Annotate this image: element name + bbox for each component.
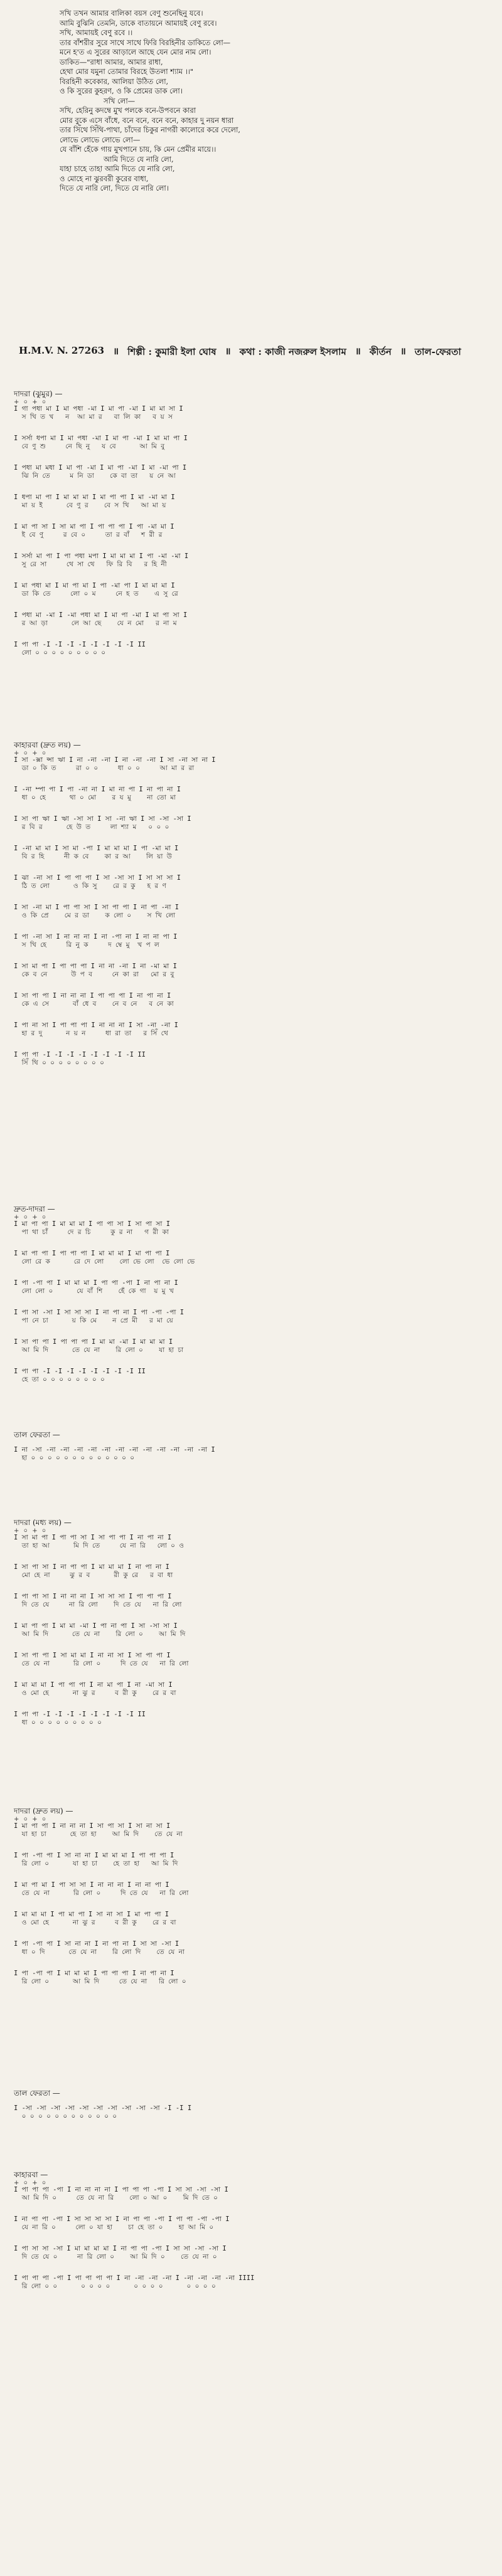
lyric-syllables: তা হা আ মি দি তে যে না রি লো ০ ও [14,1542,184,1549]
swara-line: I মা পধা মা I মা পা মা I পা -মা পা I মা মা মা I [14,582,175,589]
swara-line: I মা মা মা I পা পা পা I না মা পা I না -মা সা I [14,1681,173,1689]
lyric-syllables: ধা ০ দি তে যে না রি লো দি তে যে না [14,1948,184,1956]
swara-line: I মা পা পা I মা মা -মা I পা না পা I সা -সা সা I [14,1622,178,1630]
lyric-syllables: ও মো হে না ঝু র ব রী কু রে র বা [14,1689,176,1697]
notation-row [14,904,497,921]
notation-section [14,2170,497,2304]
lyric-syllables: ০ ০ ০ ০ ০ ০ ০ ০ ০ ০ ০ ০ [14,2113,117,2120]
lyric-line: লোভে লোভে লোভে লো— [60,135,141,144]
song-lyrics [60,9,461,194]
section-title: দ্রুত-দাদরা — [14,1205,55,1213]
lyric-syllables: যা হা চা হে তা হা আ মি দি তে যে না [14,1830,183,1838]
beat-marks: + ০ + ০ [14,1528,48,1534]
swara-line: I মা পা পা I পা পা পা I মা মা মা I মা পা পা I [14,1250,170,1257]
lyric-syllables: কে এ সে বাঁ ধে ব নে ব নে ব নে কা [14,1000,174,1008]
lyric-line: যে বাঁশি হেঁকে গায় মুখপানে চায়, কি মেন প্রেমীর মায়ে।। [60,145,216,154]
notation-row [14,1970,497,1987]
lyric-syllables: কে ব নে উ প ব নে কা রা মো র বু [14,971,174,978]
notation-row [14,1563,497,1580]
lyric-line: সখি, আমায়ই বেণু রবে ।। [60,28,133,37]
swara-line: I -না মা মা I সা মা -পা I মা মা মা I পা -মা মা I [14,845,179,852]
lyric-line: বিরহিনী কবেকার, আলিয়া উঠিত লো, [60,77,169,86]
lyric-syllables: পা নে চা য় কি মে ন প্রে মী র মা য়ে [14,1317,173,1324]
lyric-syllables: ই বে ণু র বে ০ তা র বাঁ শ রী র [14,531,163,539]
notation-row [14,552,497,569]
lyric-line: ও কি সুরের কুহরণ, ও কি প্রেমের ডাক লো। [60,87,183,95]
swara-line: I পা পা পা -পা I পা পা পা পা I না -না -না -না I -না -না -না -না IIII [14,2274,255,2282]
beat-marks: + ০ + ০ [14,399,48,406]
notation-section [14,2088,497,2134]
lyric-line: তার বাঁশরীর সুরে সাথে সাথে ফিরি বিরহিনীর ডাকিতে লো— [60,38,231,47]
swara-line: I সর্সা ধপা মা I মা পধা -মা I মা পা -মা I মা মা পা I [14,435,188,442]
lyric-syllables: রি লো ০ ০ ০ ০ ০ ০ ০ ০ ০ ০ ০ ০ ০ ০ [14,2283,216,2290]
notation-row [14,1214,497,1237]
swara-line: I না -সা -না -না -না -না -না -না -না -না -না -না -না -না I [14,1446,215,1454]
catalog-number: H.M.V. N. 27263 [19,345,105,356]
notation-row [14,1940,497,1957]
notation-row-final [14,641,497,658]
swara-line: I সর্সা মা পা I পা পধা মপা I মা মা মা I পা -মা -মা I [14,552,189,560]
lyric-syllables: সু রে সা থে সা থে ফি রি বি র হি নী [14,561,167,568]
notation-row [14,1309,497,1326]
notation-row [14,750,497,773]
swara-line: I সা পা ঋা I ঋা -সা সা I সা -না ঋা I সা -সা -সা I [14,815,191,823]
section-title: কাহারবা (দ্রুত লয়) — [14,741,81,749]
lyric-syllables: লো লো ০ যে বাঁ শি হেঁ কে গা য় মু খ [14,1287,174,1295]
lyric-syllables: বে ণু শু নে ছি নু য বে আ মি বু [14,443,165,450]
swara-line: I পা সা -সা I সা সা সা I না পা না I পা -পা -পা I [14,1309,184,1316]
swara-line: I পা পা সা I না না না I সা সা সা I পা পা পা I [14,1593,172,1600]
section-title: দাদরা (দ্রুত লয়) — [14,1807,73,1815]
swara-line: I মা পা সা I সা মা পা I পা পা পা I পা -মা মা I [14,523,174,531]
beat-marks: + ০ + ০ [14,2180,48,2187]
notation-row [14,2104,497,2121]
section-title: দাদরা (ঝুমুর) — [14,389,63,398]
swara-line: I পা পা -I -I -I -I -I -I -I -I II [14,1368,146,1375]
lyric-syllables: পা থা চাঁ দে র চি কু র না গ রী কা [14,1228,169,1236]
swara-line: I সা পা পা I সা মা মা I না না সা I সা পা পা I [14,1652,171,1659]
beat-marks: + ০ + ০ [14,1816,48,1823]
notation-row [14,786,497,803]
lyric-syllables: যে না রি ০ লো ০ যা হা চা হে তা ০ হা আ মি ০ [14,2224,214,2231]
record-header: H.M.V. N. 27263 ॥ শিল্পী : কুমারী ইলা ঘোষ ॥ কথা : কাজী নজরুল ইসলাম ॥ কীর্তন ॥ তাল-ফেরতা [19,345,496,361]
section-title: কাহারবা — [14,2170,48,2179]
beat-marks: + ০ + ০ [14,1214,48,1221]
notation-row [14,1528,497,1551]
lyric-line: ও মোহে না ঝুরবরী কুরের বাধা, [60,174,149,183]
notation-row [14,1911,497,1928]
notation-row [14,1816,497,1839]
swara-line: I গা পধা মা I মা পধা -মা I মা পা -মা I মা মা সা I [14,405,183,413]
lyric-syllables: স খি ত খ ন আ মা র বা লি কা ব য় স [14,413,173,421]
notation-row [14,1881,497,1898]
notation-row [14,2215,497,2232]
genre-label: কীর্তন [369,346,392,357]
notation-row-final [14,1711,497,1728]
notation-row [14,1250,497,1267]
section-title: তাল ফেরতা — [14,2089,60,2098]
swara-line: I পা পা -I -I -I -I -I -I -I -I II [14,1051,146,1058]
lyric-line: আমি বুঝিনি তেমনি, ডাকে বাতায়নে আমায়ই বেণু রবে। [60,18,217,28]
swara-line: I পা পা -I -I -I -I -I -I -I -I II [14,641,146,648]
swara-line: I পা -পা পা I সা না না I মা মা মা I পা পা পা I [14,1852,174,1859]
swara-line: I পা -না সা I না না না I না -পা না I না না পা I [14,933,178,941]
tala-label: তাল-ফেরতা [414,346,461,357]
section-title: তাল ফেরতা — [14,1430,60,1439]
notation-section [14,1204,497,1397]
notation-row [14,1593,497,1610]
swara-line: I পা পা পা -পা I না না না না I পা পা পা -পা I সা সা -সা -সা I [14,2186,228,2193]
notation-row [14,1279,497,1296]
notation-row [14,494,497,510]
lyric-line: দিতে যে নারি লো, দিতে যে নারি লো। [60,184,169,193]
lyric-syllables: দি তে যে না রি লো দি তে যে না রি লো [14,1601,182,1608]
notation-row [14,963,497,979]
notation-row [14,523,497,540]
swara-line: I পা সা সা -সা I মা মা মা মা I না পা পা -পা I সা সা -সা -সা I [14,2245,227,2252]
notation-row [14,845,497,862]
section-title: দাদরা (মধ্য লয়) — [14,1518,72,1527]
swara-line: I -না ম্পা পা I পা -না না I মা না পা I না পা না I [14,786,181,793]
lyric-line: সখি তখন আমার বালিকা বয়স বেণু শুনেছিনু যবে। [60,9,203,18]
notation-row [14,1652,497,1669]
notation-row [14,815,497,832]
lyric-syllables: হা ০ ০ ০ ০ ০ ০ ০ ০ ০ ০ ০ ০ ০ [14,1454,135,1462]
lyric-syllables: ডা কি তে লো ০ ম নে হ ত এ সু রে [14,590,178,598]
swara-line: I মা পা পা I মা মা মা I পা পা সা I সা পা সা I [14,1220,171,1228]
lyric-syllables: লো ০ ০ ০ ০ ০ ০ ০ ০ ০ [14,649,106,657]
notation-row [14,1852,497,1869]
lyric-syllables: আ মি দি ০ তে যে না রি লো ০ আ ০ মি দি তে ০ [14,2194,218,2202]
notation-row [14,399,497,422]
notation-row [14,464,497,481]
lyric-line: ডাকিত—"রাধা আমার, আমার রাধা, [60,57,163,66]
lyric-syllables: আ মি দি তে যে না রি লো ০ আ মি দি [14,1630,186,1638]
notation-row [14,992,497,1009]
notation-section [14,1430,497,1475]
swara-line: I মা পা পা I না না না I সা পা সা I সা না সা I [14,1822,171,1830]
lyric-syllables: ও কি প্রে মে র ডা ক লো ০ স খি লো [14,912,176,919]
swara-line: I ঝা -না সা I পা পা পা I সা -সা সা I সা সা সা I [14,874,181,882]
swara-line: I মা মা মা I পা মা পা I সা না সা I মা পা পা I [14,1911,169,1918]
notation-row [14,1021,497,1038]
swara-line: I পা না সা I পা পা পা I না না না I সা -না -না I [14,1021,178,1029]
notation-row [14,611,497,628]
swara-line: I সা -ক্সা ন্সা ঋা I না -না -না I না -না -না I সা -না সা না I [14,756,216,764]
notation-row [14,1622,497,1639]
swara-line: I সা পা পা I না না না I পা পা পা I না পা না I [14,992,171,1000]
lyric-syllables: হা র দু ন য় ন ধা রা তা র সিঁ থে [14,1030,168,1037]
lyric-syllables: স খি হে রি নু ক দ ম্বে মু খ প ল [14,941,159,949]
lyric-line: সখি লো— [104,96,136,105]
notation-row [14,435,497,451]
lyricist-credit: কথা : কাজী নজরুল ইসলাম [239,346,346,357]
lyric-syllables: ধা ০ হে থা ০ মো র য মু না তো মা [14,794,176,801]
artist-credit: শিল্পী : কুমারী ইলা ঘোষ [127,346,216,357]
lyric-syllables: ও মো হে না ঝু র ব রী কু রে র বা [14,1919,176,1926]
lyric-syllables: র আ ড়া লে আ ছে যে ন মো র না ম [14,620,177,627]
notation-row [14,582,497,599]
lyric-syllables: মা য় ই বে ণু র বে স খি আ মা য় [14,502,166,509]
notation-row [14,1446,497,1463]
swara-line: I পা -পা পা I মা মা মা I পা পা পা I না পা না I [14,1970,174,1977]
notation-row-final [14,1051,497,1068]
notation-section [14,1518,497,1740]
swara-line: I পা -পা পা I মা মা মা I পা পা -পা I না পা না I [14,1279,178,1287]
swara-line: I সা মা পা I পা পা পা I না না -না I না -মা মা I [14,963,177,970]
swara-line: I পধা মা -মা I -মা পধা মা I মা পা -মা I মা পা সা I [14,611,188,619]
notation-row [14,2245,497,2262]
lyric-syllables: আ মি দি তে যে না রি লো ০ যা হা চা [14,1346,184,1354]
swara-line: I মা পা মা I পা সা সা I না না না I না না পা I [14,1881,169,1889]
notation-row [14,1338,497,1355]
notation-row [14,2180,497,2203]
notation-row [14,2274,497,2291]
beat-marks: + ০ + ০ [14,750,48,757]
lyric-syllables: তে যে না রি লো ০ দি তে যে না রি লো [14,1889,189,1897]
lyric-line: তার সিঁথে সিঁথি-পাথা, চাঁদের চিকুর নাগরী কালোরে করে দেলো, [60,125,241,134]
lyric-line: সখি, হেরিনু কদম্বে মুখ পলকে বনে-উপবনে কারা [60,106,196,115]
lyric-syllables: হে তা ০ ০ ০ ০ ০ ০ ০ ০ [14,1376,105,1383]
lyric-syllables: লো রে ক রে দে লো লো ভে লো ভে লো ভে [14,1258,195,1265]
swara-line: I -সা -সা -সা -সা -সা -সা -সা -সা -সা -সা -I -I I [14,2104,192,2112]
notation-row [14,1681,497,1698]
lyric-line: হেথা মোর যমুনা তোমার বিরহে উতলা শ্যাম ।।" [60,67,194,76]
lyric-syllables: তে যে না রি লো ০ দি তে যে না রি লো [14,1660,189,1667]
swara-line: I পা পা -I -I -I -I -I -I -I -I II [14,1711,146,1718]
swara-line: I পা -পা পা I সা না না I না পা না I সা সা -সা I [14,1940,179,1948]
notation-row-final [14,1368,497,1385]
lyric-syllables: ঠি ত লো ও কি সু রে র কু হ র ণ [14,882,166,890]
lyric-syllables: বি র হি নী ক বে কা র আ লি য়া উ [14,853,172,860]
lyric-syllables: মো হে না ঝু র ব রী কু রে র বা ধা [14,1571,173,1579]
notation-section [14,740,497,1080]
notation-section [14,1806,497,1999]
lyric-syllables: রি লো ০ যা হা চা হে তা হা আ মি দি [14,1860,178,1867]
lyric-syllables: সিঁ থি ০ ০ ০ ০ ০ ০ ০ ০ [14,1059,104,1067]
lyric-syllables: দি তে যে ০ না রি লো ০ আ মি দি ০ তে যে না ০ [14,2253,217,2261]
lyric-syllables: ঝি নি তে ম নি ডা কে বা তা য় নে আ [14,472,176,480]
notation-row [14,874,497,891]
lyric-syllables: ধা ০ ০ ০ ০ ০ ০ ০ ০ ০ [14,1719,102,1726]
swara-line: I সা -না মা I পা পা সা I সা পা পা I না পা -না I [14,904,179,911]
lyric-line: মোর বুকে এসে বাঁধে, বনে বনে, বনে বনে, কাহার দু নয়ন ধারা [60,115,234,125]
swara-line: I সা পা পা I পা পা পা I মা মা -মা I মা মা মা I [14,1338,173,1346]
lyric-syllables: রি লো ০ আ মি দি তে যে না রি লো ০ [14,1978,186,1985]
swara-line: I পধা মা মধা I মা পা -মা I মা পা -মা I মা -মা পা I [14,464,187,472]
lyric-line: মনে হ'ত এ সুরের আড়ালে আছে যেন মোর নাম লো। [60,48,211,56]
swara-line: I সা পা সা I না পা পা I মা মা মা I না পা না I [14,1563,169,1571]
swara-line: I না পা পা -পা I সা সা সা সা I না পা পা -পা I পা পা -পা -পা I [14,2215,230,2223]
lyric-syllables: ডা ০ কি ত রা ০ ০ ধা ০ ০ আ মা র রা [14,764,195,772]
swara-line: I সা মা পা I পা পা সা I সা পা পা I না পা না I [14,1534,172,1541]
swara-line: I ধপা মা পা I মা মা মা I মা পা পা I মা -মা মা I [14,494,175,501]
lyric-syllables: র বি র হে উ ত লা শ্যা ম ০ ০ ০ [14,823,169,831]
lyric-line: যাহা চাহে তাহা আমি দিতে যে নারি লো, [60,164,175,173]
notation-section [14,389,497,670]
notation-row [14,933,497,950]
lyric-line: আমি দিতে যে নারি লো, [104,154,174,164]
